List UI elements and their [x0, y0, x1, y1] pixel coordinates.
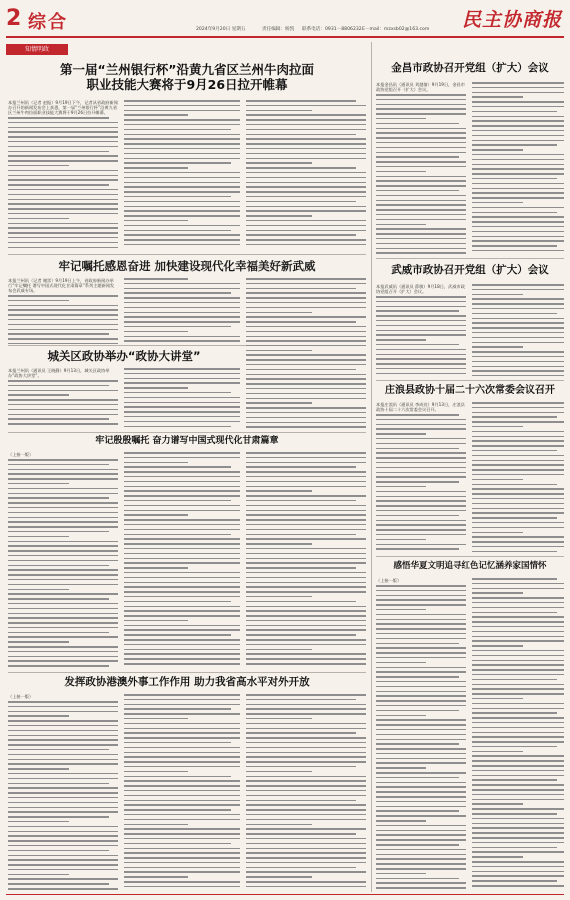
- article-body-continuation-col3: [246, 452, 366, 668]
- article-byline: （上接一版）: [8, 452, 34, 457]
- article-body-continuation-col2: [124, 452, 240, 668]
- email: E－mail：mzxsb02@163.com: [362, 27, 430, 32]
- section-tag: 知情明政: [6, 44, 68, 55]
- section-number: 2: [6, 6, 22, 31]
- article-body-skills-col2: [124, 100, 240, 248]
- article-body-lecture-col1: [8, 368, 118, 428]
- masthead-rule: [6, 36, 564, 38]
- article-body-tradition-col1: [376, 578, 466, 890]
- masthead: [0, 0, 570, 38]
- headline-tradition: [376, 561, 564, 572]
- headline-line: 金昌市政协召开党组（扩大）会议: [391, 62, 549, 74]
- article-body-jinchang-col2: [472, 82, 564, 254]
- article-body-zhuanglang-col2: [472, 402, 564, 552]
- headline-jinchang: [376, 62, 564, 75]
- article-body-lecture-col2: [124, 368, 240, 428]
- article-body-overseas-col1: [8, 694, 118, 890]
- headline-zhuanglang: [376, 384, 564, 397]
- article-body-tradition-col2: [472, 578, 564, 890]
- headline-line: 牢记殷殷嘱托 奋力谱写中国式现代化甘肃篇章: [95, 436, 279, 446]
- article-body-skills-col1: [8, 100, 118, 248]
- newspaper-logo: 民主协商报: [461, 9, 562, 31]
- page-bottom-rule: [6, 894, 564, 895]
- article-byline: 本报庄浪讯（通讯员 李成亮）9月13日，庄浪县政协十届二十六次常委会议召开。: [376, 402, 465, 412]
- article-body-zhuanglang-col1: [376, 402, 466, 552]
- headline-overseas: [8, 676, 366, 689]
- headline-skills-contest: [8, 62, 366, 92]
- headline-line: 庄浪县政协十届二十六次常委会议召开: [385, 385, 555, 396]
- article-body-lecture-col3: [246, 340, 366, 428]
- article-byline: 本报兰州讯（记者 赵振）9月19日下午，记者从省政府新闻办召开的新闻发布会上获悉，第一届“兰州银行杯”沿黄九省区兰州牛肉拉面职业技能大赛将于9月26日拉开帷幕。: [8, 100, 118, 115]
- article-body-continuation-col1: [8, 452, 118, 668]
- article-byline: 本报兰州讯（记者 谢雷）9月19日上午，省政府新闻办举行“牢记嘱托 谱写中国式现代化甘肃篇章”系列主题新闻发布会武威专场。: [8, 278, 115, 293]
- article-byline: 本报金昌讯（通讯员 刘越倩）9月19日，金昌市政协党组召开（扩大）会议。: [376, 82, 465, 92]
- headline-line: 职业技能大赛将于9月26日拉开帷幕: [86, 77, 288, 92]
- column-divider: [371, 42, 372, 892]
- article-body-wuwei-col2: [472, 284, 564, 376]
- article-body-wuwei-col1: [376, 284, 466, 376]
- section-divider: [8, 254, 366, 255]
- article-byline: 本报武威讯（通讯员 薛敏）9月18日，武威市政协党组召开（扩大）会议。: [376, 284, 465, 294]
- headline-wuwei-cppcc: [376, 264, 564, 277]
- editor: 责任编辑：杨凯: [262, 27, 295, 32]
- article-body-jinchang-col1: [376, 82, 466, 254]
- headline-line: 发挥政协港澳外事工作作用 助力我省高水平对外开放: [64, 676, 310, 688]
- article-body-overseas-col2: [124, 694, 240, 890]
- section-divider: [8, 432, 366, 433]
- headline-line: 武威市政协召开党组（扩大）会议: [391, 264, 549, 276]
- headline-line: 第一届“兰州银行杯”沿黄九省区兰州牛肉拉面: [60, 62, 314, 77]
- section-divider: [376, 380, 564, 381]
- headline-continuation: [8, 436, 366, 447]
- headline-wuwei-publicity: [8, 259, 366, 273]
- section-divider: [8, 672, 366, 673]
- section-divider: [376, 258, 564, 259]
- article-byline: （上接一版）: [376, 578, 402, 583]
- section-name: 综合: [28, 12, 68, 33]
- article-body-publicity-col3: [246, 278, 366, 346]
- article-byline: 本报兰州讯（通讯员 王晓静）9月13日，城关区政协举办“政协大讲堂”。: [8, 368, 110, 378]
- headline-line: 感悟华夏文明追寻红色记忆涵养家国情怀: [393, 561, 547, 571]
- headline-line: 城关区政协举办“政协大讲堂”: [47, 349, 201, 363]
- issue-date: 2024年9月20日 星期五: [196, 27, 246, 32]
- article-body-skills-col3: [246, 100, 366, 248]
- section-divider: [376, 556, 564, 557]
- article-body-publicity-col1: [8, 278, 118, 346]
- headline-line: 牢记嘱托感恩奋进 加快建设现代化幸福美好新武威: [58, 259, 316, 273]
- article-byline: （上接一版）: [8, 694, 34, 699]
- article-body-overseas-col3: [246, 694, 366, 890]
- phone: 联系电话：0931－8806232: [302, 27, 362, 32]
- article-body-publicity-col2: [124, 278, 240, 346]
- headline-lecture: [8, 349, 240, 363]
